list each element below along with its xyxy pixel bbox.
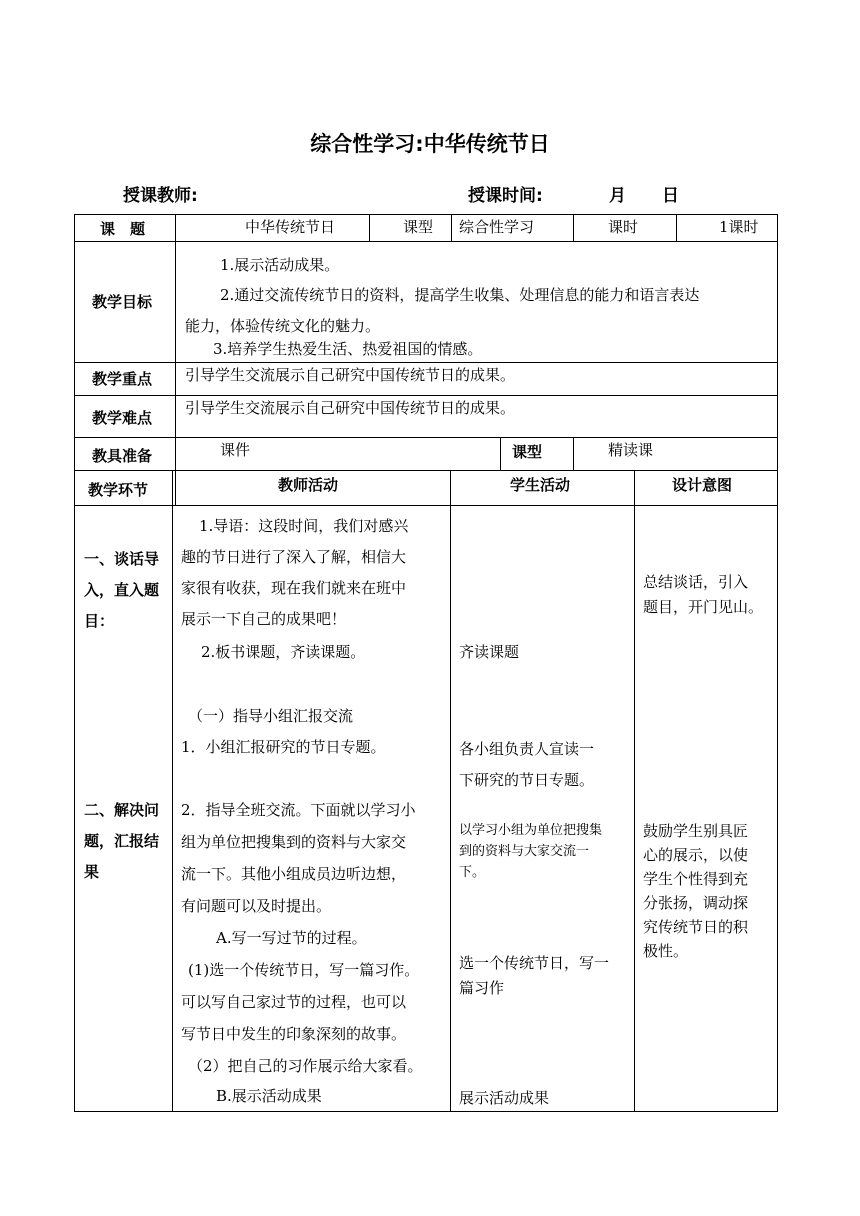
key-point-value: 引导学生交流展示自己研究中国传统节日的成果。 <box>185 366 516 384</box>
section1-design: 总结谈话，引入 题目，开门见山。 <box>643 573 764 616</box>
goal-item: 3.培养学生热爱生活、热爱祖国的情感。 <box>213 340 483 358</box>
topic-label: 课 题 <box>100 220 146 238</box>
section2-teacher-line: A.写一写过节的过程。 <box>216 929 367 947</box>
header-student: 学生活动 <box>510 476 571 494</box>
month-label: 月 <box>609 186 626 206</box>
tools-value: 课件 <box>220 441 251 459</box>
topic-value: 中华传统节日 <box>245 218 336 236</box>
section2-stage: 二、解决问 题，汇报结 果 <box>84 801 160 881</box>
goal-item: 2.通过交流传统节日的资料，提高学生收集、处理信息的能力和语言表达 <box>220 286 700 304</box>
section1-teacher-line: 2.板书课题，齐读课题。 <box>201 643 366 661</box>
difficulty-value: 引导学生交流展示自己研究中国传统节日的成果。 <box>185 399 516 417</box>
section2-teacher-line: 1．小组汇报研究的节日专题。 <box>181 738 386 756</box>
time-label: 授课时间: <box>468 186 543 206</box>
goals-label: 教学目标 <box>92 293 153 311</box>
type-label: 课型 <box>403 218 434 236</box>
section1-student: 齐读课题 <box>459 643 520 661</box>
goal-item: 能力，体验传统文化的魅力。 <box>185 317 381 335</box>
teacher-label: 授课教师: <box>123 186 198 206</box>
page-title: 综合性学习:中华传统节日 <box>310 132 550 156</box>
tools-type-label: 课型 <box>512 443 543 461</box>
goal-item: 1.展示活动成果。 <box>220 256 340 274</box>
section2-teacher-line: 有问题可以及时提出。 <box>181 897 332 915</box>
day-label: 日 <box>662 186 679 206</box>
section2-teacher-line: B.展示活动成果 <box>216 1087 322 1105</box>
section2-teacher-line: 可以写自己家过节的过程，也可以 <box>181 993 407 1011</box>
section1-teacher-line: 1.导语：这段时间，我们对感兴 <box>199 517 409 535</box>
section2-teacher-line: （2）把自己的习作展示给大家看。 <box>188 1057 423 1075</box>
section2-student-share: 以学习小组为单位把搜集 到的资料与大家交流一 下。 <box>459 823 603 880</box>
tools-type-value: 精读课 <box>608 441 654 459</box>
section1-teacher-line: 趣的节日进行了深入了解，相信大 <box>181 548 407 566</box>
hours-value: 1课时 <box>719 218 759 236</box>
section1-teacher-line: 家很有收获，现在我们就来在班中 <box>181 579 407 597</box>
section2-teacher-line: 写节日中发生的印象深刻的故事。 <box>181 1025 407 1043</box>
section2-teacher-line: 流一下。其他小组成员边听边想， <box>181 865 407 883</box>
section2-student-topic: 各小组负责人宣读一 下研究的节日专题。 <box>459 740 595 789</box>
tools-label: 教具准备 <box>92 447 153 465</box>
section1-teacher-line: 展示一下自己的成果吧！ <box>181 610 347 628</box>
header-stage: 教学环节 <box>88 481 149 499</box>
section2-teacher-line: （一）指导小组汇报交流 <box>188 707 354 725</box>
section2-student-essay: 选一个传统节日，写一 篇习作 <box>459 954 610 997</box>
hours-label: 课时 <box>608 218 639 236</box>
header-teacher: 教师活动 <box>278 476 339 494</box>
header-design: 设计意图 <box>672 476 733 494</box>
section2-teacher-line: 2．指导全班交流。下面就以学习小 <box>181 801 416 819</box>
key-point-label: 教学重点 <box>92 370 153 388</box>
section2-teacher-line: 组为单位把搜集到的资料与大家交 <box>181 833 407 851</box>
type-value: 综合性学习 <box>459 218 535 236</box>
section1-stage: 一、谈话导 入，直入题 目： <box>84 550 160 630</box>
difficulty-label: 教学难点 <box>92 409 153 427</box>
section2-student-show: 展示活动成果 <box>459 1089 550 1107</box>
section2-design: 鼓励学生别具匠 心的展示，以使 学生个性得到充 分张扬，调动探 究传统节日的积 极性。 <box>643 822 749 960</box>
section2-teacher-line: (1)选一个传统节日，写一篇习作。 <box>188 961 420 979</box>
